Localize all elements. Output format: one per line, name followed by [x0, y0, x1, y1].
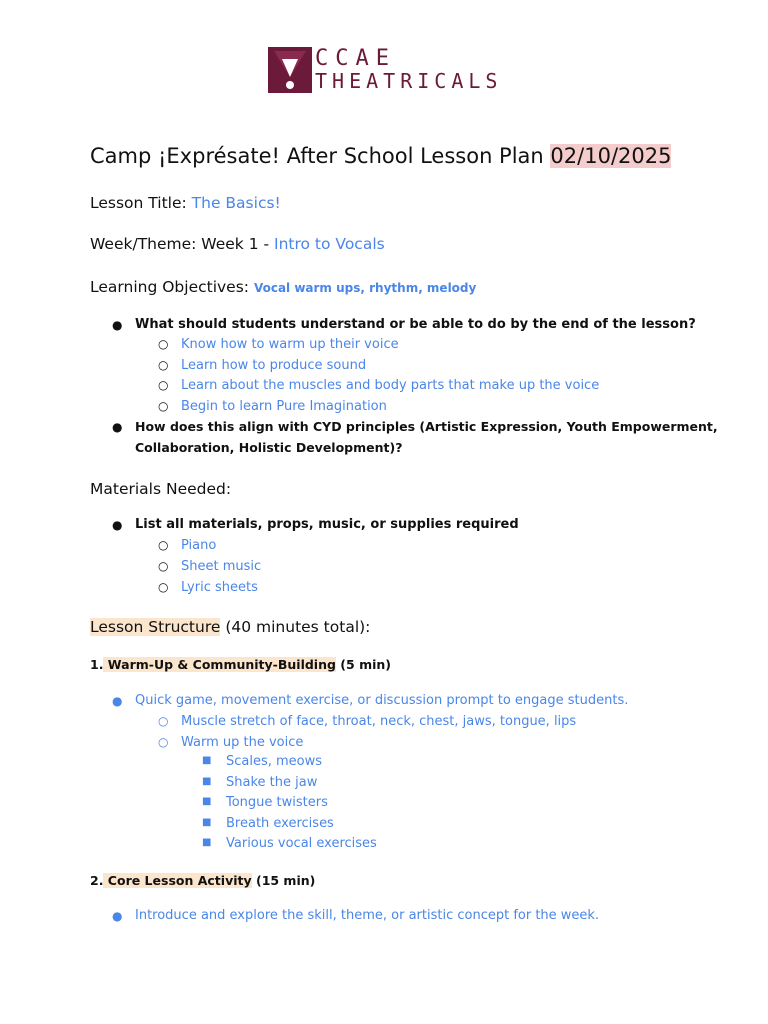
bullet-icon: ●	[112, 518, 123, 532]
section-2-heading	[90, 873, 315, 888]
material-item: Sheet music	[181, 559, 262, 574]
objectives-question-1: What should students understand or be able to do by the end of the lesson?	[135, 317, 696, 332]
objectives-question-2-line-2: Collaboration, Holistic Development)?	[135, 440, 403, 455]
section-1-item: Muscle stretch of face, throat, neck, chest, jaws, tongue, lips	[181, 714, 577, 729]
circle-bullet-icon: ○	[158, 538, 169, 552]
bullet-icon: ●	[112, 909, 123, 923]
logo-line-2: THEATRICALS	[315, 69, 503, 93]
materials-question: List all materials, props, music, or supplies required	[135, 517, 519, 532]
circle-bullet-icon: ○	[158, 735, 169, 749]
objective-item: Begin to learn Pure Imagination	[181, 399, 387, 414]
square-bullet-icon: ■	[202, 755, 212, 766]
section-2-time: (15 min)	[251, 873, 316, 888]
objectives-question-2-line-1: How does this align with CYD principles (Artistic Expression, Youth Empowerment,	[135, 419, 718, 434]
square-bullet-icon: ■	[202, 796, 212, 807]
learning-objectives-label: Learning Objectives:	[90, 278, 250, 296]
objective-item: Learn how to produce sound	[181, 358, 367, 373]
bullet-icon: ●	[112, 318, 123, 332]
materials-heading: Materials Needed:	[90, 480, 232, 498]
ccae-logo	[268, 47, 508, 97]
square-bullet-icon: ■	[202, 837, 212, 848]
lesson-structure-label: Lesson Structure	[90, 618, 221, 636]
lesson-structure-suffix: (40 minutes total):	[220, 618, 371, 636]
square-bullet-icon: ■	[202, 776, 212, 787]
section-2-prompt: Introduce and explore the skill, theme, or artistic concept for the week.	[135, 908, 600, 923]
page-title	[90, 144, 671, 168]
section-2-number: 2.	[90, 873, 104, 888]
circle-bullet-icon: ○	[158, 580, 169, 594]
circle-bullet-icon: ○	[158, 559, 169, 573]
objective-item: Know how to warm up their voice	[181, 337, 399, 352]
square-bullet-icon: ■	[202, 817, 212, 828]
circle-bullet-icon: ○	[158, 378, 169, 392]
material-item: Lyric sheets	[181, 580, 258, 595]
lesson-structure-heading	[90, 618, 370, 636]
objective-item: Learn about the muscles and body parts that make up the voice	[181, 378, 600, 393]
week-theme-row	[90, 235, 385, 253]
section-1-prompt: Quick game, movement exercise, or discussion prompt to engage students.	[135, 693, 629, 708]
theatre-mask-logo-icon	[268, 47, 312, 93]
circle-bullet-icon: ○	[158, 337, 169, 351]
lesson-title-value: The Basics!	[191, 194, 281, 212]
section-1-subitem: Breath exercises	[226, 816, 334, 831]
bullet-icon: ●	[112, 420, 123, 434]
section-1-subitem: Various vocal exercises	[226, 836, 377, 851]
section-1-subitem: Scales, meows	[226, 754, 323, 769]
title-text: Camp ¡Exprésate! After School Lesson Plan	[90, 144, 544, 168]
material-item: Piano	[181, 538, 217, 553]
section-1-subitem: Shake the jaw	[226, 775, 318, 790]
section-2-name: Core Lesson Activity	[103, 873, 252, 888]
lesson-title-row	[90, 194, 281, 212]
week-theme-label: Week/Theme: Week 1 -	[90, 235, 270, 253]
circle-bullet-icon: ○	[158, 399, 169, 413]
section-1-subitem: Tongue twisters	[226, 795, 328, 810]
section-1-item: Warm up the voice	[181, 735, 304, 750]
learning-objectives-value: Vocal warm ups, rhythm, melody	[253, 281, 477, 295]
bullet-icon: ●	[112, 694, 123, 708]
lesson-title-label: Lesson Title:	[90, 194, 187, 212]
section-1-number: 1.	[90, 657, 104, 672]
circle-bullet-icon: ○	[158, 714, 169, 728]
title-date: 02/10/2025	[550, 144, 672, 168]
logo-line-1: CCAE	[315, 46, 396, 71]
section-1-time: (5 min)	[335, 657, 391, 672]
circle-bullet-icon: ○	[158, 358, 169, 372]
week-theme-value: Intro to Vocals	[274, 235, 385, 253]
section-1-heading	[90, 657, 391, 672]
learning-objectives-row	[90, 278, 476, 296]
section-1-name: Warm-Up & Community-Building	[103, 657, 336, 672]
logo-wordmark	[315, 47, 502, 93]
